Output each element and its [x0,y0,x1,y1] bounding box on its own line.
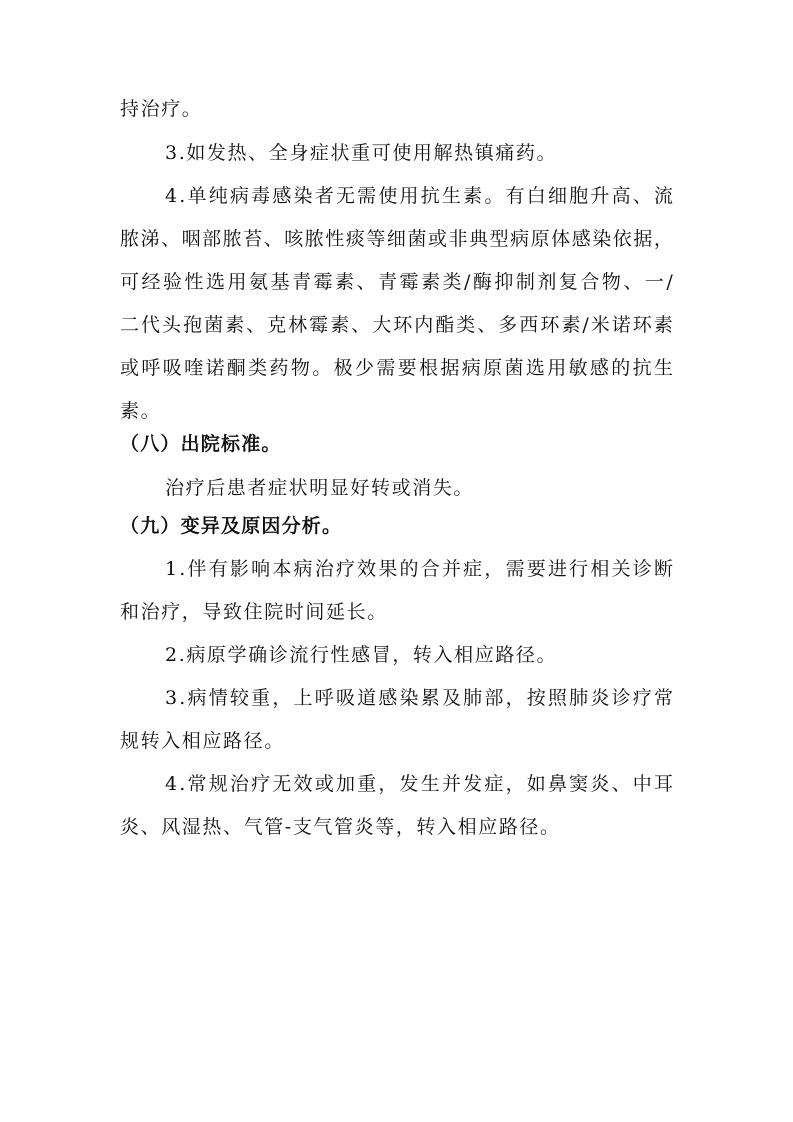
paragraph-line: 二 代 头 孢 菌 素 、 克 林 霉 素 、 大 环 内 酯 类 、 多 西 环 素 / 米 诺 环 素 [120,314,673,336]
paragraph-line: 或 呼 吸 喹 诺 酮 类 药 物 。 极 少 需 要 根 据 病 原 菌 选 用 敏 感 的 抗 生 [120,357,673,379]
section-heading: （九）变异及原因分析。 [120,515,343,537]
paragraph-line: 2.病原学确诊流行性感冒，转入相应路径。 [165,644,558,666]
paragraph-line: 可 经 验 性 选 用 氨 基 青 霉 素 、 青 霉 素 类 / 酶 抑 制 剂 复 合 物 、 一 / [120,271,673,293]
paragraph-line: 脓 涕 、 咽 部 脓 苔 、 咳 脓 性 痰 等 细 菌 或 非 典 型 病 原 体 感 染 依 据 ， [120,228,673,250]
paragraph-line: 3.如发热、全身症状重可使用解热镇痛药。 [165,142,558,164]
paragraph-line: 炎、风湿热、气管-支气管炎等，转入相应路径。 [120,816,561,838]
section-heading: （八）出院标准。 [120,433,282,455]
paragraph-line: 4 . 单 纯 病 毒 感 染 者 无 需 使 用 抗 生 素 。 有 白 细 胞 升 高 、 流 [165,185,673,207]
paragraph-line: 治疗后患者症状明显好转或消失。 [165,477,475,499]
paragraph-line: 3 . 病 情 较 重 ， 上 呼 吸 道 感 染 累 及 肺 部 ， 按 照 肺 炎 诊 疗 常 [165,687,673,709]
paragraph-line: 素。 [120,400,162,422]
paragraph-line: 规转入相应路径。 [120,730,285,752]
paragraph-line: 持治疗。 [120,98,203,120]
paragraph-line: 和治疗，导致住院时间延长。 [120,601,388,623]
paragraph-line: 4 . 常 规 治 疗 无 效 或 加 重 ， 发 生 并 发 症 ， 如 鼻 窦 炎 、 中 耳 [165,773,673,795]
paragraph-line: 1 . 伴 有 影 响 本 病 治 疗 效 果 的 合 并 症 ， 需 要 进 行 相 关 诊 断 [165,558,673,580]
